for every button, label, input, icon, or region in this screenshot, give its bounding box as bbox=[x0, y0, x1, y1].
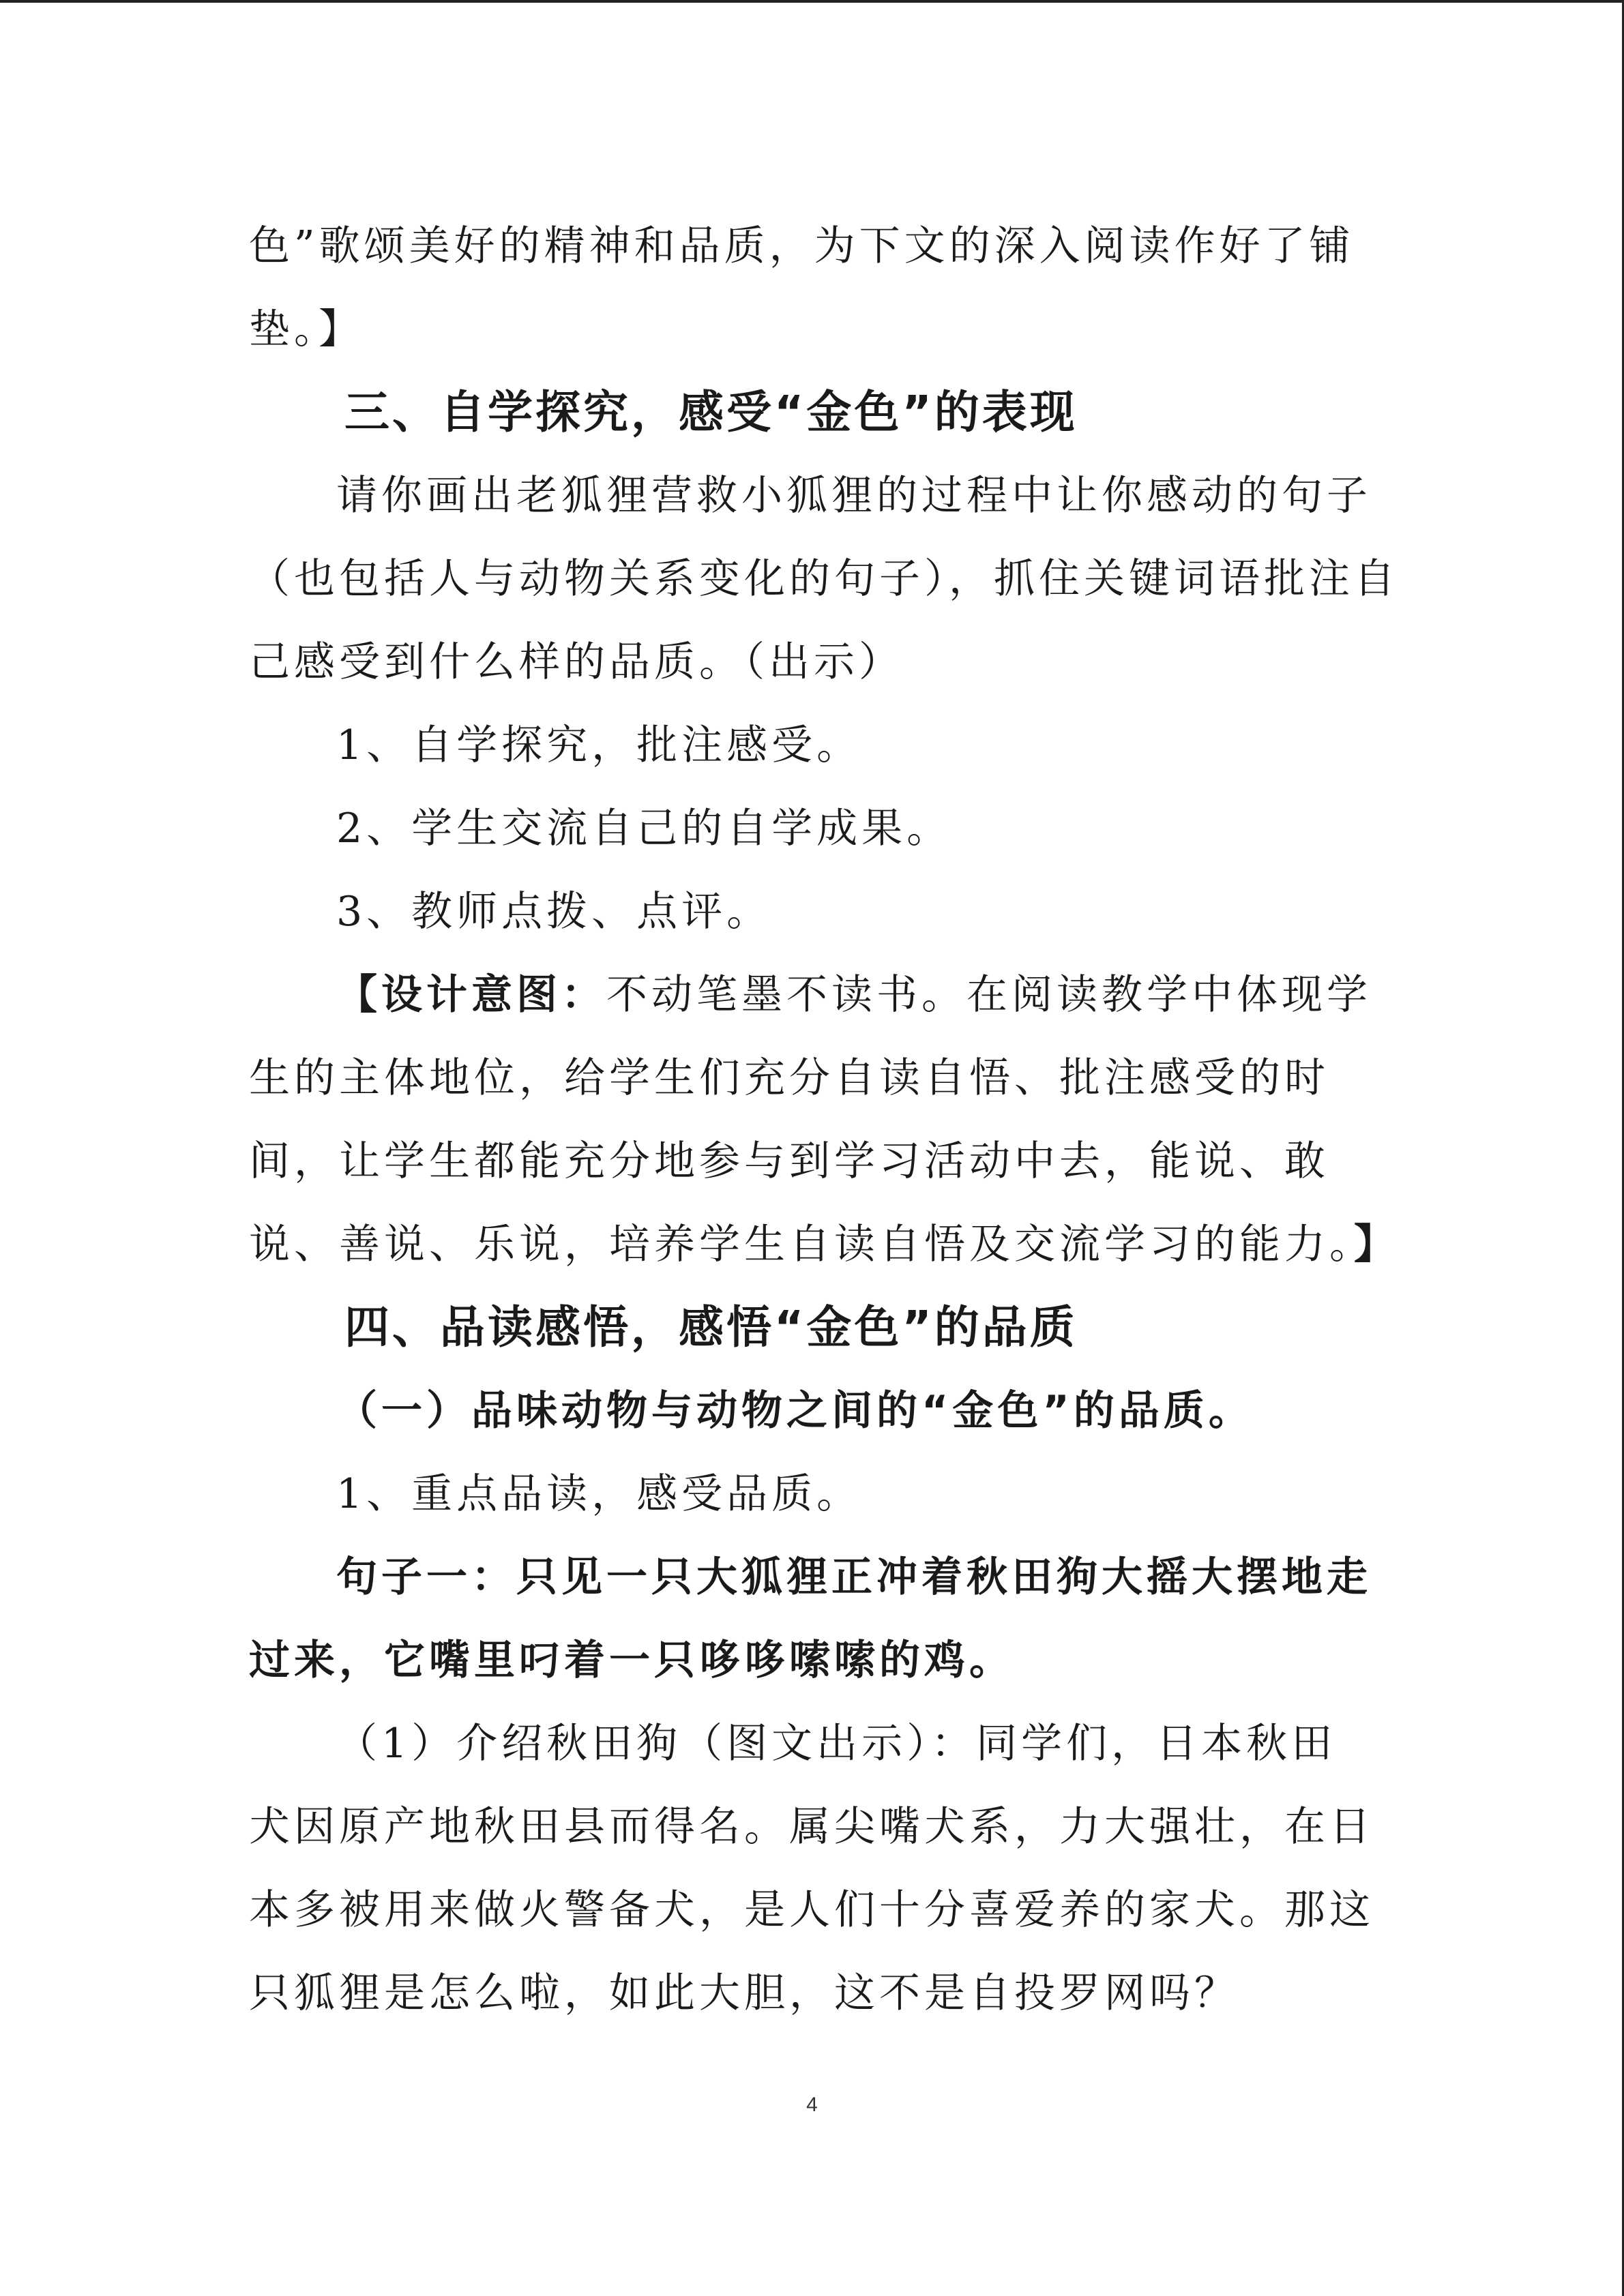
section-heading-3: 三、自学探究，感受“金色”的表现 bbox=[344, 386, 1078, 438]
paragraph-text: 说、善说、乐说，培养学生自读自悟及交流学习的能力。 bbox=[249, 1221, 1354, 1268]
paragraph-line: 生的主体地位，给学生们充分自读自悟、批注感受的时 bbox=[249, 1054, 1329, 1102]
paragraph-line: 垫。】 bbox=[249, 305, 364, 353]
section-heading-4: 四、品读感悟，感悟“金色”的品质 bbox=[344, 1301, 1078, 1354]
list-item: 1、重点品读，感受品质。 bbox=[336, 1470, 862, 1518]
quoted-sentence-line: 过来，它嘴里叼着一只哆哆嗦嗦的鸡。 bbox=[249, 1637, 1014, 1684]
paragraph-line: 犬因原产地秋田县而得名。属尖嘴犬系，力大强壮，在日 bbox=[249, 1803, 1374, 1851]
page-top-border bbox=[0, 0, 1624, 3]
document-body bbox=[249, 205, 1399, 2035]
paragraph-line: 本多被用来做火警备犬，是人们十分喜爱养的家犬。那这 bbox=[249, 1886, 1374, 1934]
paragraph-line: （1）介绍秋田狗（图文出示）：同学们，日本秋田 bbox=[336, 1720, 1337, 1768]
paragraph-line: 只狐狸是怎么啦，如此大胆，这不是自投罗网吗？ bbox=[249, 1969, 1239, 2017]
paragraph-line: （也包括人与动物关系变化的句子），抓住关键词语批注自 bbox=[249, 555, 1399, 603]
quoted-sentence-line: 句子一：只见一只大狐狸正冲着秋田狗大摇大摆地走 bbox=[336, 1553, 1372, 1601]
list-item: 3、教师点拨、点评。 bbox=[336, 888, 772, 936]
paragraph-line bbox=[249, 1203, 1399, 1286]
paragraph-line: 色”歌颂美好的精神和品质，为下文的深入阅读作好了铺 bbox=[249, 222, 1355, 270]
paragraph-line: 间，让学生都能充分地参与到学习活动中去，能说、敢 bbox=[249, 1137, 1329, 1185]
page-number: 4 bbox=[806, 2093, 818, 2116]
paragraph-line: 请你画出老狐狸营救小狐狸的过程中让你感动的句子 bbox=[336, 472, 1372, 520]
closing-bracket: 】 bbox=[1354, 1221, 1399, 1268]
paragraph-line: 己感受到什么样的品质。（出示） bbox=[249, 638, 904, 686]
subsection-heading: （一）品味动物与动物之间的“金色”的品质。 bbox=[336, 1387, 1254, 1435]
list-item: 2、学生交流自己的自学成果。 bbox=[336, 805, 952, 852]
design-intent-line bbox=[249, 953, 1374, 1037]
design-intent-text: 不动笔墨不读书。在阅读教学中体现学 bbox=[606, 971, 1372, 1019]
design-intent-label: 【设计意图： bbox=[336, 971, 606, 1019]
list-item: 1、自学探究，批注感受。 bbox=[336, 721, 862, 769]
